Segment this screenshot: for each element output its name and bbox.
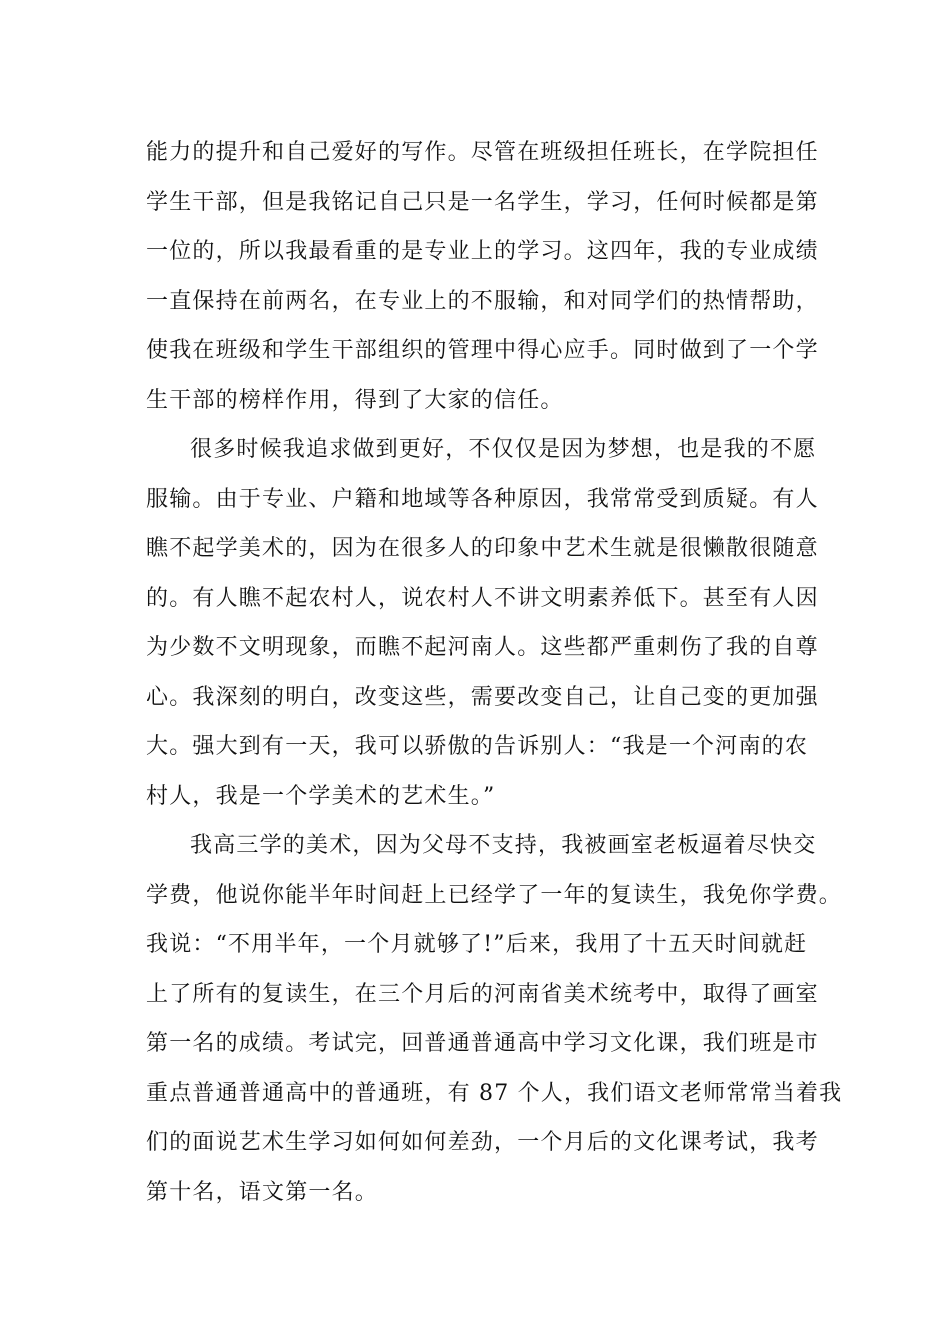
paragraph-first-line: 我高三学的美术，因为父母不支持，我被画室老板逼着尽快交 (190, 833, 817, 858)
text-line: 一位的，所以我最看重的是专业上的学习。这四年，我的专业成绩 (146, 239, 819, 264)
text-line: 重点普通普通高中的普通班，有 87 个人，我们语文老师常常当着我 (146, 1080, 843, 1106)
text-line: 心。我深刻的明白，改变这些，需要改变自己，让自己变的更加强 (146, 684, 819, 710)
text-line: 一直保持在前两名，在专业上的不服输，和对同学们的热情帮助， (146, 288, 819, 314)
text-line: 大。强大到有一天，我可以骄傲的告诉别人：“我是一个河南的农 (146, 734, 809, 759)
text-line: 能力的提升和自己爱好的写作。尽管在班级担任班长，在学院担任 (146, 140, 819, 165)
text-line: 的。有人瞧不起农村人，说农村人不讲文明素养低下。甚至有人因 (146, 585, 819, 611)
text-line: 村人，我是一个学美术的艺术生。” (146, 783, 496, 809)
text-line: 第一名的成绩。考试完，回普通普通高中学习文化课，我们班是市 (146, 1031, 819, 1056)
text-line: 上了所有的复读生，在三个月后的河南省美术统考中，取得了画室 (146, 981, 819, 1007)
text-line: 们的面说艺术生学习如何如何差劲，一个月后的文化课考试，我考 (146, 1130, 819, 1155)
text-line: 使我在班级和学生干部组织的管理中得心应手。同时做到了一个学 (146, 338, 819, 363)
text-line: 为少数不文明现象，而瞧不起河南人。这些都严重刺伤了我的自尊 (146, 635, 819, 660)
text-line: 第十名，语文第一名。 (146, 1179, 379, 1205)
text-line: 学生干部，但是我铭记自己只是一名学生，学习，任何时候都是第 (146, 189, 819, 215)
text-line: 我说：“不用半年，一个月就够了!”后来，我用了十五天时间就赶 (146, 932, 808, 957)
text-line: 生干部的榜样作用，得到了大家的信任。 (146, 387, 564, 413)
paragraph-first-line: 很多时候我追求做到更好，不仅仅是因为梦想，也是我的不愿 (190, 437, 817, 462)
text-line: 瞧不起学美术的，因为在很多人的印象中艺术生就是很懒散很随意 (146, 536, 819, 561)
text-line: 学费，他说你能半年时间赶上已经学了一年的复读生，我免你学费。 (146, 882, 843, 908)
body-text (146, 128, 843, 1217)
text-line: 服输。由于专业、户籍和地域等各种原因，我常常受到质疑。有人 (146, 486, 819, 512)
